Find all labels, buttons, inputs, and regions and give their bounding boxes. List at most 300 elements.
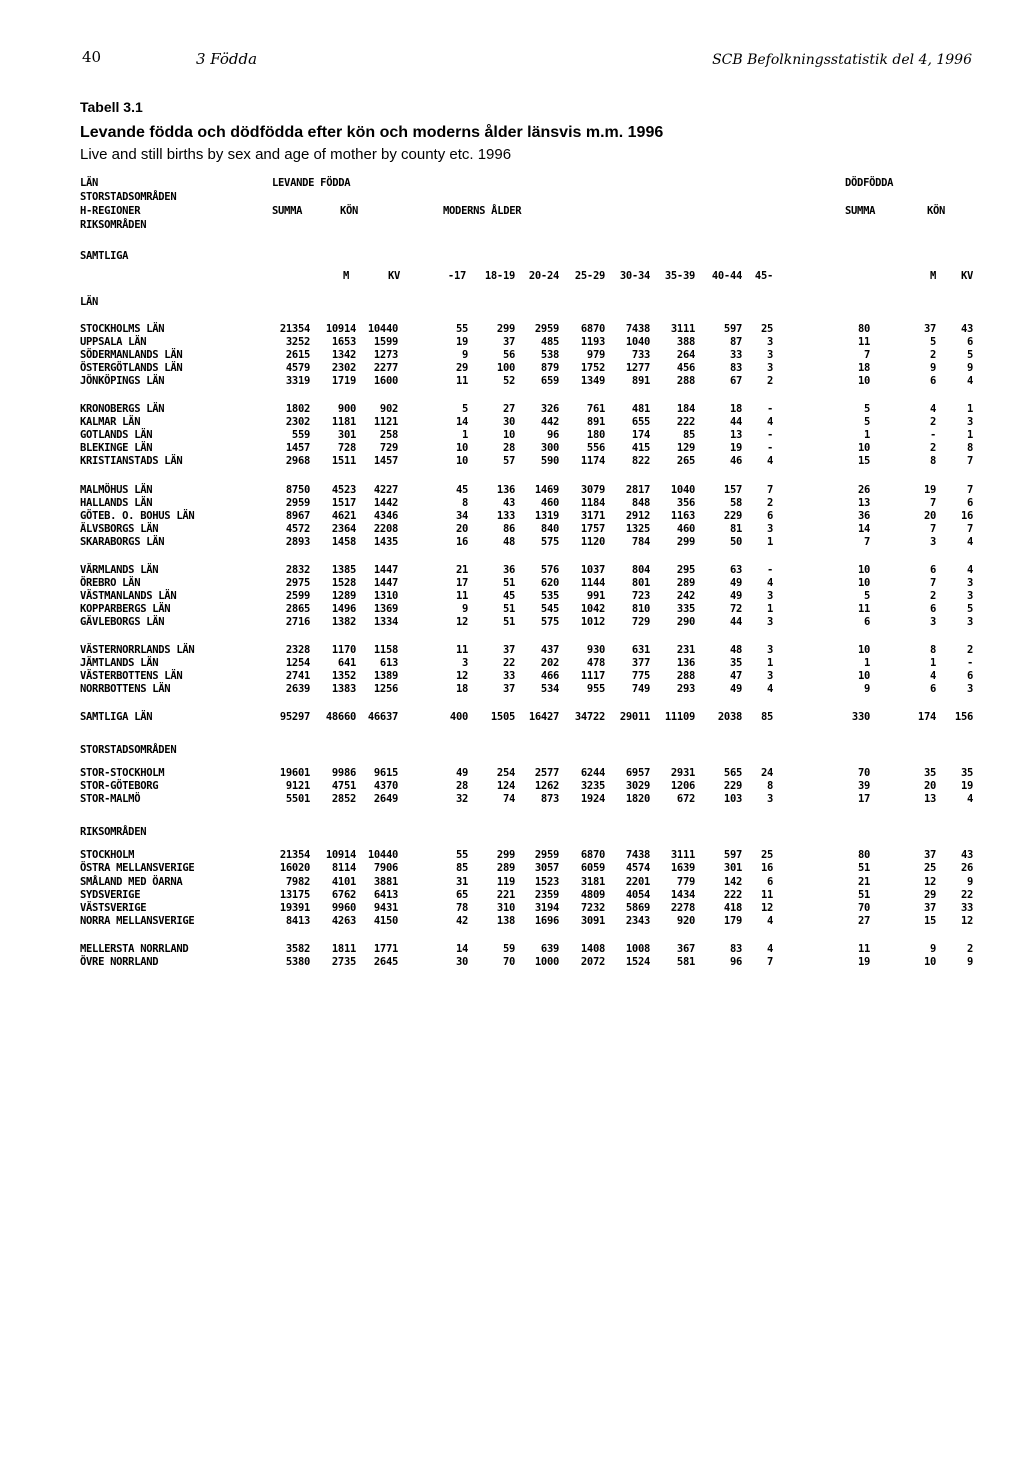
table-cell: 902 bbox=[379, 403, 398, 416]
table-cell: 597 bbox=[723, 323, 742, 335]
all-header: SAMTLIGA bbox=[80, 250, 129, 262]
table-cell: 4 bbox=[766, 576, 773, 589]
table-cell: 57 bbox=[502, 455, 515, 468]
stillbirth-sum-header: SUMMA bbox=[845, 205, 876, 217]
table-label: Tabell 3.1 bbox=[80, 99, 143, 115]
table-cell: 2 bbox=[929, 589, 936, 602]
table-cell: 1496 bbox=[331, 602, 356, 615]
page-header bbox=[0, 48, 1024, 72]
table-cell: 7 bbox=[929, 576, 936, 589]
table-row bbox=[0, 876, 1024, 889]
table-cell: 34 bbox=[455, 509, 468, 522]
live-births-header: LEVANDE FÖDDA bbox=[272, 177, 351, 189]
table-cell: 14 bbox=[455, 942, 468, 955]
table-cell: 4054 bbox=[625, 888, 650, 901]
table-cell: 124 bbox=[496, 780, 515, 793]
table-cell: 293 bbox=[676, 683, 695, 696]
table-cell: 222 bbox=[723, 888, 742, 901]
table-cell: 485 bbox=[540, 336, 559, 349]
table-cell: 4 bbox=[766, 942, 773, 955]
table-cell: 96 bbox=[546, 429, 559, 442]
table-row bbox=[0, 683, 1024, 696]
row-label: VÄSTMANLANDS LÄN bbox=[80, 589, 177, 602]
table-cell: 2893 bbox=[285, 535, 310, 548]
table-cell: 1517 bbox=[331, 496, 356, 509]
table-cell: 12 bbox=[455, 670, 468, 683]
table-cell: 7232 bbox=[580, 901, 605, 914]
table-cell: - bbox=[766, 442, 773, 455]
table-cell: 620 bbox=[540, 576, 559, 589]
table-row bbox=[0, 644, 1024, 657]
table-cell: 3111 bbox=[670, 323, 695, 335]
table-cell: 1653 bbox=[331, 336, 356, 349]
row-label: MELLERSTA NORRLAND bbox=[80, 942, 189, 955]
table-cell: 1181 bbox=[331, 416, 356, 429]
table-cell: 2 bbox=[966, 942, 973, 955]
table-cell: 1696 bbox=[534, 914, 559, 927]
table-cell: 4227 bbox=[373, 483, 398, 496]
table-cell: 4101 bbox=[331, 875, 356, 888]
table-cell: 1528 bbox=[331, 576, 356, 589]
table-cell: 1273 bbox=[373, 349, 398, 362]
table-cell: 16 bbox=[455, 535, 468, 548]
table-cell: 400 bbox=[449, 711, 468, 724]
table-cell: 2302 bbox=[285, 416, 310, 429]
table-cell: 70 bbox=[502, 955, 515, 968]
table-cell: 21 bbox=[857, 875, 870, 888]
table-cell: 631 bbox=[631, 644, 650, 656]
table-cell: 70 bbox=[857, 767, 870, 780]
row-label: ÄLVSBORGS LÄN bbox=[80, 522, 159, 535]
row-label: VÄSTERBOTTENS LÄN bbox=[80, 670, 183, 683]
table-cell: 442 bbox=[540, 416, 559, 429]
table-cell: 19 bbox=[857, 955, 870, 968]
table-cell: 2 bbox=[929, 442, 936, 455]
table-cell: 174 bbox=[631, 429, 650, 442]
table-cell: 3111 bbox=[670, 849, 695, 862]
table-cell: 5 bbox=[461, 403, 468, 416]
table-cell: 2931 bbox=[670, 767, 695, 780]
table-cell: 19391 bbox=[279, 901, 310, 914]
table-cell: 299 bbox=[676, 535, 695, 548]
table-cell: 20 bbox=[923, 780, 936, 793]
table-cell: 460 bbox=[676, 522, 695, 535]
table-cell: 51 bbox=[502, 576, 515, 589]
table-cell: 6413 bbox=[373, 888, 398, 901]
table-cell: 11 bbox=[857, 942, 870, 955]
table-cell: 11 bbox=[455, 644, 468, 656]
table-cell: 1 bbox=[929, 657, 936, 670]
table-cell: 2959 bbox=[534, 323, 559, 335]
table-row bbox=[0, 484, 1024, 497]
table-cell: 5 bbox=[863, 416, 870, 429]
table-cell: 52 bbox=[502, 375, 515, 388]
table-cell: 6 bbox=[766, 509, 773, 522]
table-cell: 10914 bbox=[325, 323, 356, 335]
subheader-cell: M bbox=[342, 270, 349, 282]
table-row bbox=[0, 657, 1024, 670]
table-cell: 10 bbox=[455, 442, 468, 455]
table-cell: 3091 bbox=[580, 914, 605, 927]
table-cell: 48660 bbox=[325, 711, 356, 724]
table-row bbox=[0, 793, 1024, 806]
table-cell: 95297 bbox=[279, 711, 310, 724]
table-cell: 6 bbox=[929, 602, 936, 615]
table-cell: 1458 bbox=[331, 535, 356, 548]
table-cell: 2343 bbox=[625, 914, 650, 927]
table-cell: 27 bbox=[857, 914, 870, 927]
table-cell: 840 bbox=[540, 522, 559, 535]
table-cell: 6059 bbox=[580, 862, 605, 875]
table-cell: 1163 bbox=[670, 509, 695, 522]
row-label: ÖSTRA MELLANSVERIGE bbox=[80, 862, 195, 875]
table-cell: 2 bbox=[766, 496, 773, 509]
table-cell: 33 bbox=[502, 670, 515, 683]
table-cell: 733 bbox=[631, 349, 650, 362]
table-cell: 326 bbox=[540, 403, 559, 416]
table-cell: 1757 bbox=[580, 522, 605, 535]
table-cell: 35 bbox=[923, 767, 936, 780]
table-row bbox=[0, 523, 1024, 536]
table-cell: 8413 bbox=[285, 914, 310, 927]
table-cell: 83 bbox=[729, 942, 742, 955]
table-cell: 9 bbox=[461, 349, 468, 362]
table-cell: 9 bbox=[966, 875, 973, 888]
table-cell: 1 bbox=[966, 403, 973, 416]
table-cell: 100 bbox=[496, 362, 515, 375]
table-cell: 2038 bbox=[717, 711, 742, 724]
row-label: KRONOBERGS LÄN bbox=[80, 403, 165, 416]
table-cell: 81 bbox=[729, 522, 742, 535]
table-cell: 4572 bbox=[285, 522, 310, 535]
chapter-title: 3 Födda bbox=[196, 50, 258, 68]
table-cell: 5869 bbox=[625, 901, 650, 914]
table-cell: 13 bbox=[923, 793, 936, 806]
table-cell: 299 bbox=[496, 323, 515, 335]
table-cell: 1469 bbox=[534, 483, 559, 496]
table-cell: 1385 bbox=[331, 563, 356, 576]
table-cell: 1382 bbox=[331, 615, 356, 628]
table-cell: 26 bbox=[857, 483, 870, 496]
table-cell: 136 bbox=[676, 657, 695, 670]
table-cell: 8 bbox=[966, 442, 973, 455]
table-cell: 1262 bbox=[534, 780, 559, 793]
table-cell: 1435 bbox=[373, 535, 398, 548]
table-cell: 672 bbox=[676, 793, 695, 806]
table-cell: 6 bbox=[966, 496, 973, 509]
table-cell: 22 bbox=[960, 888, 973, 901]
table-cell: 45 bbox=[502, 589, 515, 602]
table-cell: 36 bbox=[857, 509, 870, 522]
table-cell: 16 bbox=[760, 862, 773, 875]
table-cell: 2645 bbox=[373, 955, 398, 968]
table-cell: 6870 bbox=[580, 323, 605, 335]
table-row bbox=[0, 510, 1024, 523]
table-cell: 7 bbox=[966, 483, 973, 496]
table-cell: 2302 bbox=[331, 362, 356, 375]
subheader-cell: 35-39 bbox=[664, 270, 695, 282]
table-cell: 51 bbox=[502, 615, 515, 628]
table-cell: 597 bbox=[723, 849, 742, 862]
table-cell: 8 bbox=[929, 455, 936, 468]
table-cell: 10440 bbox=[367, 849, 398, 862]
table-cell: 2716 bbox=[285, 615, 310, 628]
table-cell: 12 bbox=[960, 914, 973, 927]
table-row bbox=[0, 336, 1024, 349]
table-cell: 9615 bbox=[373, 767, 398, 780]
table-cell: 1254 bbox=[285, 657, 310, 670]
table-cell: 3 bbox=[966, 589, 973, 602]
table-cell: 16427 bbox=[528, 711, 559, 724]
table-cell: 4 bbox=[966, 535, 973, 548]
table-cell: 7 bbox=[863, 349, 870, 362]
table-cell: 460 bbox=[540, 496, 559, 509]
table-cell: 10440 bbox=[367, 323, 398, 335]
table-cell: 11 bbox=[455, 589, 468, 602]
table-cell: 1434 bbox=[670, 888, 695, 901]
table-cell: 2852 bbox=[331, 793, 356, 806]
table-cell: 11 bbox=[857, 336, 870, 349]
table-row bbox=[0, 416, 1024, 429]
table-cell: 10 bbox=[923, 955, 936, 968]
subheader-cell: KV bbox=[960, 270, 973, 282]
table-cell: 1 bbox=[766, 657, 773, 670]
table-cell: 13 bbox=[729, 429, 742, 442]
table-cell: 15 bbox=[923, 914, 936, 927]
table-cell: 10 bbox=[857, 670, 870, 683]
table-cell: 556 bbox=[586, 442, 605, 455]
table-cell: 28 bbox=[455, 780, 468, 793]
table-cell: 1820 bbox=[625, 793, 650, 806]
table-cell: 254 bbox=[496, 767, 515, 780]
row-label: STOR-STOCKHOLM bbox=[80, 767, 165, 780]
table-cell: 49 bbox=[455, 767, 468, 780]
table-cell: 14 bbox=[455, 416, 468, 429]
table-cell: 14 bbox=[857, 522, 870, 535]
table-cell: 8967 bbox=[285, 509, 310, 522]
table-row bbox=[0, 902, 1024, 915]
table-cell: 6870 bbox=[580, 849, 605, 862]
table-cell: 83 bbox=[729, 362, 742, 375]
table-cell: 4 bbox=[929, 403, 936, 416]
table-cell: 1319 bbox=[534, 509, 559, 522]
table-row bbox=[0, 943, 1024, 956]
table-cell: 5 bbox=[966, 602, 973, 615]
table-cell: 7 bbox=[863, 535, 870, 548]
table-cell: 1158 bbox=[373, 644, 398, 656]
row-label: BLEKINGE LÄN bbox=[80, 442, 153, 455]
table-cell: 17 bbox=[857, 793, 870, 806]
table-cell: 7 bbox=[966, 522, 973, 535]
row-label: VÄRMLANDS LÄN bbox=[80, 563, 159, 576]
table-cell: 576 bbox=[540, 563, 559, 576]
table-cell: 641 bbox=[337, 657, 356, 670]
table-cell: 4 bbox=[766, 455, 773, 468]
table-cell: 7982 bbox=[285, 875, 310, 888]
table-cell: 804 bbox=[631, 563, 650, 576]
table-cell: 2649 bbox=[373, 793, 398, 806]
table-cell: 37 bbox=[502, 683, 515, 696]
row-label: SMÅLAND MED ÖARNA bbox=[80, 875, 183, 888]
table-cell: 229 bbox=[723, 780, 742, 793]
table-cell: 1040 bbox=[625, 336, 650, 349]
table-cell: 265 bbox=[676, 455, 695, 468]
row-label: GOTLANDS LÄN bbox=[80, 429, 153, 442]
table-cell: 1 bbox=[766, 535, 773, 548]
table-cell: 723 bbox=[631, 589, 650, 602]
table-cell: 2201 bbox=[625, 875, 650, 888]
sex-header: KÖN bbox=[340, 205, 359, 217]
table-cell: 80 bbox=[857, 849, 870, 862]
table-cell: 9 bbox=[966, 955, 973, 968]
table-cell: 46637 bbox=[367, 711, 398, 724]
table-cell: 2 bbox=[929, 349, 936, 362]
table-cell: 156 bbox=[954, 711, 973, 724]
table-cell: 5 bbox=[863, 403, 870, 416]
table-cell: 9 bbox=[929, 942, 936, 955]
table-row bbox=[0, 497, 1024, 510]
table-cell: 920 bbox=[676, 914, 695, 927]
table-cell: 15 bbox=[857, 455, 870, 468]
row-label: GÖTEB. O. BOHUS LÄN bbox=[80, 509, 195, 522]
table-cell: 639 bbox=[540, 942, 559, 955]
table-cell: 33 bbox=[960, 901, 973, 914]
table-row bbox=[0, 590, 1024, 603]
table-cell: 2735 bbox=[331, 955, 356, 968]
stub-header-line: STORSTADSOMRÅDEN bbox=[80, 191, 177, 203]
table-cell: 5 bbox=[863, 589, 870, 602]
page-number: 40 bbox=[82, 48, 102, 66]
table-title-english: Live and still births by sex and age of mother by county etc. 1996 bbox=[80, 146, 512, 163]
table-row bbox=[0, 323, 1024, 336]
table-cell: 955 bbox=[586, 683, 605, 696]
table-cell: 2 bbox=[766, 375, 773, 388]
table-cell: 559 bbox=[291, 429, 310, 442]
table-cell: 3 bbox=[766, 522, 773, 535]
table-cell: 45 bbox=[455, 483, 468, 496]
table-cell: 930 bbox=[586, 644, 605, 656]
table-cell: 85 bbox=[760, 711, 773, 724]
table-cell: 5501 bbox=[285, 793, 310, 806]
table-row bbox=[0, 889, 1024, 902]
table-cell: 29 bbox=[923, 888, 936, 901]
table-cell: 4 bbox=[766, 416, 773, 429]
table-cell: 49 bbox=[729, 683, 742, 696]
table-cell: 29011 bbox=[619, 711, 650, 724]
row-label: NORRBOTTENS LÄN bbox=[80, 683, 171, 696]
table-row bbox=[0, 362, 1024, 375]
table-cell: 25 bbox=[760, 849, 773, 862]
table-cell: 1802 bbox=[285, 403, 310, 416]
table-cell: 822 bbox=[631, 455, 650, 468]
table-cell: 22 bbox=[502, 657, 515, 670]
row-label: GÄVLEBORGS LÄN bbox=[80, 615, 165, 628]
table-cell: 136 bbox=[496, 483, 515, 496]
row-label: UPPSALA LÄN bbox=[80, 336, 147, 349]
table-cell: 2072 bbox=[580, 955, 605, 968]
table-cell: 31 bbox=[455, 875, 468, 888]
table-cell: 6957 bbox=[625, 767, 650, 780]
table-cell: 42 bbox=[455, 914, 468, 927]
subheader-cell: 30-34 bbox=[619, 270, 650, 282]
table-cell: 19 bbox=[923, 483, 936, 496]
table-cell: 32 bbox=[455, 793, 468, 806]
table-cell: 10 bbox=[857, 576, 870, 589]
table-cell: 2639 bbox=[285, 683, 310, 696]
table-row bbox=[0, 915, 1024, 928]
table-cell: 12 bbox=[455, 615, 468, 628]
table-cell: 21 bbox=[455, 563, 468, 576]
table-cell: 10914 bbox=[325, 849, 356, 862]
table-row bbox=[0, 849, 1024, 862]
table-cell: 6 bbox=[929, 563, 936, 576]
table-cell: 133 bbox=[496, 509, 515, 522]
table-cell: 9 bbox=[966, 362, 973, 375]
table-cell: 481 bbox=[631, 403, 650, 416]
table-cell: 301 bbox=[723, 862, 742, 875]
row-label: HALLANDS LÄN bbox=[80, 496, 153, 509]
table-cell: 1924 bbox=[580, 793, 605, 806]
table-cell: 3 bbox=[966, 615, 973, 628]
table-cell: 7 bbox=[766, 483, 773, 496]
table-cell: 3 bbox=[461, 657, 468, 670]
table-cell: 1000 bbox=[534, 955, 559, 968]
row-label: SYDSVERIGE bbox=[80, 888, 141, 901]
table-cell: 1511 bbox=[331, 455, 356, 468]
table-cell: 289 bbox=[496, 862, 515, 875]
table-cell: 4346 bbox=[373, 509, 398, 522]
table-cell: 174 bbox=[917, 711, 936, 724]
section-heading: STORSTADSOMRÅDEN bbox=[80, 744, 177, 757]
table-cell: 55 bbox=[455, 323, 468, 335]
table-cell: 85 bbox=[455, 862, 468, 875]
table-cell: 535 bbox=[540, 589, 559, 602]
table-cell: 44 bbox=[729, 615, 742, 628]
table-cell: 5 bbox=[966, 349, 973, 362]
table-cell: 119 bbox=[496, 875, 515, 888]
row-label: ÖVRE NORRLAND bbox=[80, 955, 159, 968]
table-cell: 86 bbox=[502, 522, 515, 535]
table-cell: 2364 bbox=[331, 522, 356, 535]
table-row bbox=[0, 711, 1024, 724]
table-cell: 437 bbox=[540, 644, 559, 656]
table-cell: 7438 bbox=[625, 323, 650, 335]
table-cell: 3 bbox=[766, 362, 773, 375]
table-cell: 534 bbox=[540, 683, 559, 696]
table-cell: 728 bbox=[337, 442, 356, 455]
table-cell: 70 bbox=[857, 901, 870, 914]
table-cell: 65 bbox=[455, 888, 468, 901]
table-cell: 51 bbox=[502, 602, 515, 615]
table-cell: 1457 bbox=[285, 442, 310, 455]
subheader-cell: 25-29 bbox=[574, 270, 605, 282]
table-cell: 299 bbox=[496, 849, 515, 862]
table-cell: 5380 bbox=[285, 955, 310, 968]
subheader-row bbox=[0, 270, 1024, 283]
table-cell: 242 bbox=[676, 589, 695, 602]
table-cell: 301 bbox=[337, 429, 356, 442]
row-label: SAMTLIGA LÄN bbox=[80, 711, 153, 724]
table-cell: 43 bbox=[960, 849, 973, 862]
table-cell: 35 bbox=[960, 767, 973, 780]
table-cell: 264 bbox=[676, 349, 695, 362]
table-cell: 3235 bbox=[580, 780, 605, 793]
table-cell: 37 bbox=[502, 336, 515, 349]
table-cell: 9986 bbox=[331, 767, 356, 780]
row-label: JÄMTLANDS LÄN bbox=[80, 657, 159, 670]
table-cell: 11 bbox=[857, 602, 870, 615]
table-cell: 538 bbox=[540, 349, 559, 362]
